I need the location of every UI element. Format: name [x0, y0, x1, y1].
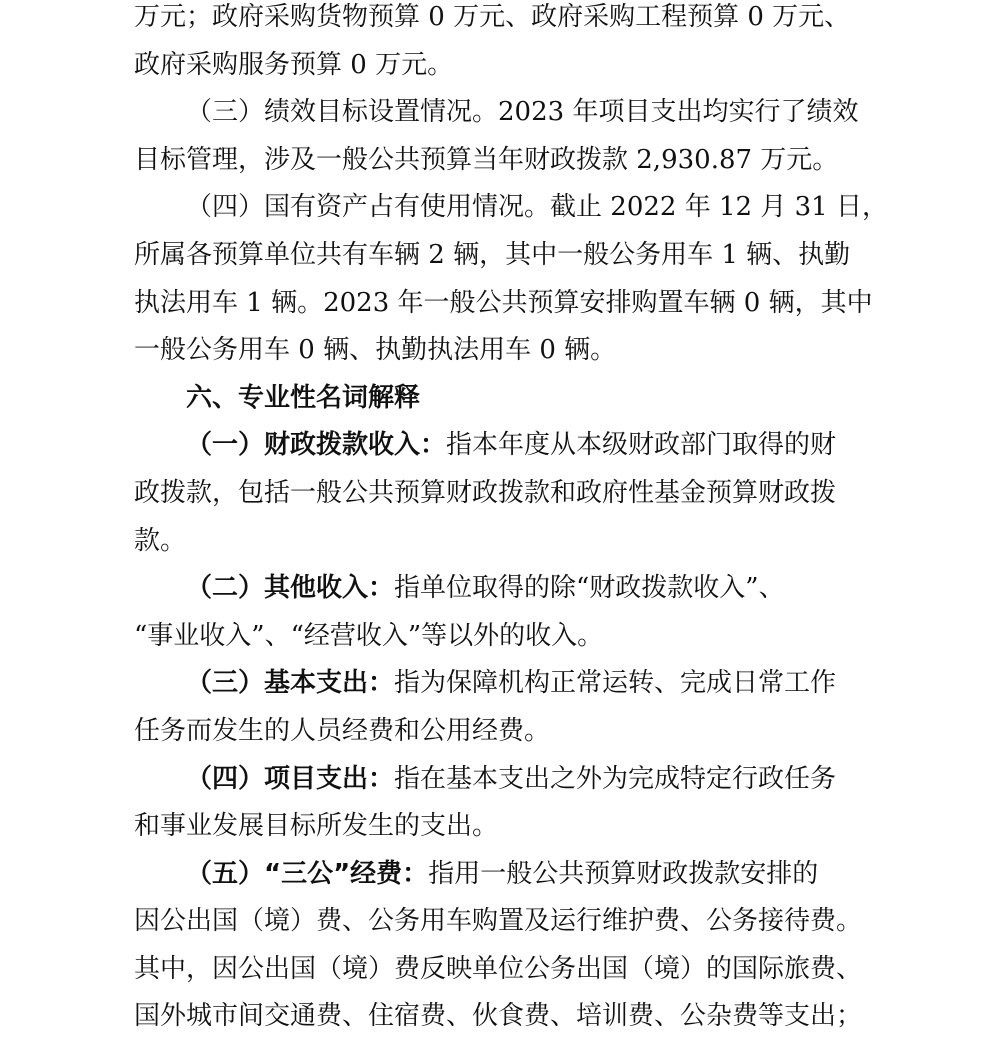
- text-line: 目标管理，涉及一般公共预算当年财政拨款 2,930.87 万元。: [134, 144, 839, 175]
- text-line: 政府采购服务预算 0 万元。: [134, 49, 454, 80]
- paragraph-first-line: [134, 756, 864, 804]
- term-label: （三）基本支出：: [186, 668, 395, 699]
- text-line: 所属各预算单位共有车辆 2 辆，其中一般公务用车 1 辆、执勤: [134, 239, 851, 270]
- term-label: （五）“三公”经费：: [186, 858, 429, 889]
- document-body: [134, 0, 888, 1041]
- term-label: （四）项目支出：: [186, 763, 395, 794]
- text-span: 2023 年项目支出均实行了绩效: [498, 97, 859, 128]
- text-line: 和事业发展目标所发生的支出。: [134, 811, 499, 842]
- text-span: 截止 2022 年 12 月 31 日，: [550, 192, 888, 223]
- text-line: 任务而发生的人员经费和公用经费。: [134, 715, 551, 746]
- paragraph-first-line: [134, 565, 864, 613]
- text-line: 其中，因公出国（境）费反映单位公务出国（境）的国际旅费、: [134, 953, 863, 984]
- text-line: 政拨款，包括一般公共预算财政拨款和政府性基金预算财政拨: [134, 477, 837, 508]
- paragraph-lead: （三）绩效目标设置情况。: [186, 97, 499, 128]
- section-heading: 六、专业性名词解释: [186, 382, 421, 413]
- paragraph-first-line: [134, 660, 864, 708]
- term-label: （二）其他收入：: [186, 573, 395, 604]
- text-line: 因公出国（境）费、公务用车购置及运行维护费、公务接待费。: [134, 906, 863, 937]
- text-span: 指本年度从本级财政部门取得的财: [446, 430, 837, 461]
- term-label: （一）财政拨款收入：: [186, 430, 447, 461]
- paragraph-first-line: [134, 89, 864, 137]
- text-span: 指在基本支出之外为完成特定行政任务: [394, 763, 837, 794]
- paragraph-lead: （四）国有资产占有使用情况。: [186, 192, 551, 223]
- paragraph-first-line: [134, 422, 864, 470]
- text-line: 款。: [134, 525, 187, 556]
- text-line: 国外城市间交通费、住宿费、伙食费、培训费、公杂费等支出；: [134, 1001, 863, 1032]
- paragraph-first-line: [134, 184, 888, 232]
- text-line: 执法用车 1 辆。2023 年一般公共预算安排购置车辆 0 辆，其中: [134, 287, 873, 318]
- text-line: 万元；政府采购货物预算 0 万元、政府采购工程预算 0 万元、: [134, 2, 851, 32]
- paragraph-first-line: [134, 851, 864, 899]
- text-span: 指用一般公共预算财政拨款安排的: [428, 858, 819, 889]
- text-span: 指单位取得的除“财政拨款收入”、: [394, 573, 785, 604]
- text-span: 指为保障机构正常运转、完成日常工作: [394, 668, 837, 699]
- text-line: “事业收入”、“经营收入”等以外的收入。: [134, 620, 604, 651]
- text-line: 一般公务用车 0 辆、执勤执法用车 0 辆。: [134, 335, 617, 366]
